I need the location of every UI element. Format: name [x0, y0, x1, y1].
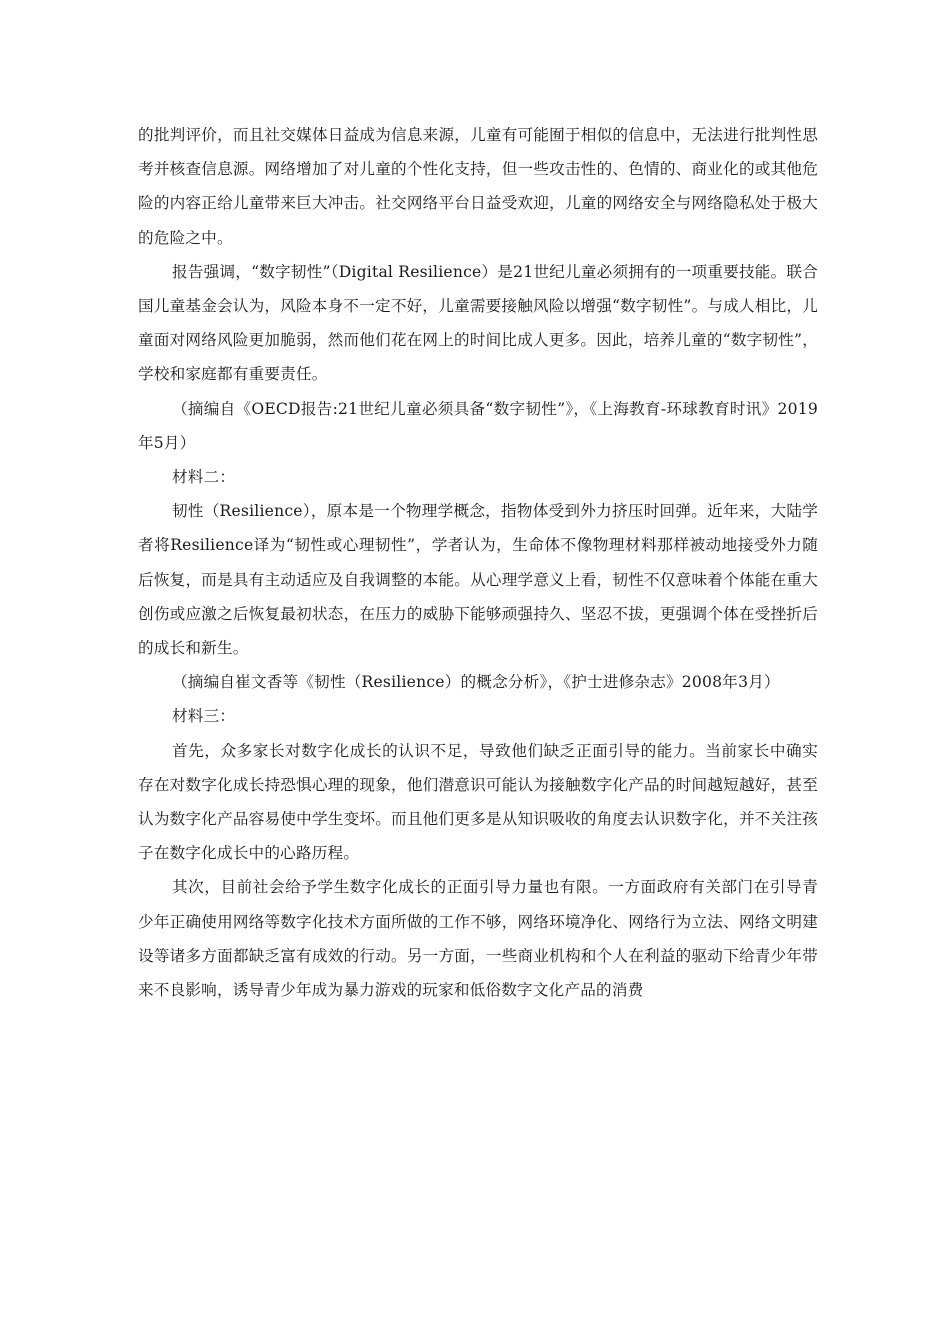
- paragraph-parents-awareness: 首先，众多家长对数字化成长的认识不足，导致他们缺乏正面引导的能力。当前家长中确实存在对数字化成长持恐惧心理的现象，他们潜意识可能认为接触数字化产品的时间越短越好，甚至认为数字化产品容易使中学生变坏。而且他们更多是从知识吸收的角度去认识数字化，并不关注孩子在数字化成长中的心路历程。: [138, 741, 818, 863]
- paragraph-social-guidance: 其次，目前社会给予学生数字化成长的正面引导力量也有限。一方面政府有关部门在引导青少年正确使用网络等数字化技术方面所做的工作不够，网络环境净化、网络行为立法、网络文明建设等诸多方面都缺乏富有成效的行动。另一方面，一些商业机构和个人在利益的驱动下给青少年带来不良影响，诱导青少年成为暴力游戏的玩家和低俗数字文化产品的消费: [138, 878, 818, 1000]
- heading-material-three: 材料三：: [172, 707, 236, 726]
- document-page: [138, 118, 818, 1007]
- source-citation-oecd: （摘编自《OECD报告:21世纪儿童必须具备“数字韧性”》，《上海教育-环球教育时讯》2019年5月）: [138, 399, 818, 452]
- paragraph-material-one-continued: 的批判评价，而且社交媒体日益成为信息来源，儿童有可能囿于相似的信息中，无法进行批判性思考并核查信息源。网络增加了对儿童的个性化支持，但一些攻击性的、色情的、商业化的或其他危险的内容正给儿童带来巨大冲击。社交网络平台日益受欢迎，儿童的网络安全与网络隐私处于极大的危险之中。: [138, 126, 818, 247]
- paragraph-resilience-definition: 韧性（Resilience），原本是一个物理学概念，指物体受到外力挤压时回弹。近年来，大陆学者将Resilience译为“韧性或心理韧性”，学者认为，生命体不像物理材料那样被动地接受外力随后恢复，而是具有主动适应及自我调整的本能。从心理学意义上看，韧性不仅意味着个体能在重大创伤或应激之后恢复最初状态，在压力的威胁下能够顽强持久、坚忍不拔，更强调个体在受挫折后的成长和新生。: [138, 502, 818, 658]
- paragraph-digital-resilience: 报告强调，“数字韧性”（Digital Resilience）是21世纪儿童必须拥有的一项重要技能。联合国儿童基金会认为，风险本身不一定不好，儿童需要接触风险以增强“数字韧性”。与成人相比，儿童面对网络风险更加脆弱，然而他们花在网上的时间比成人更多。因此，培养儿童的“数字韧性”，学校和家庭都有重要责任。: [138, 262, 818, 384]
- source-citation-cui: （摘编自崔文香等《韧性（Resilience）的概念分析》，《护士进修杂志》2008年3月）: [172, 673, 780, 692]
- heading-material-two: 材料二：: [172, 468, 236, 487]
